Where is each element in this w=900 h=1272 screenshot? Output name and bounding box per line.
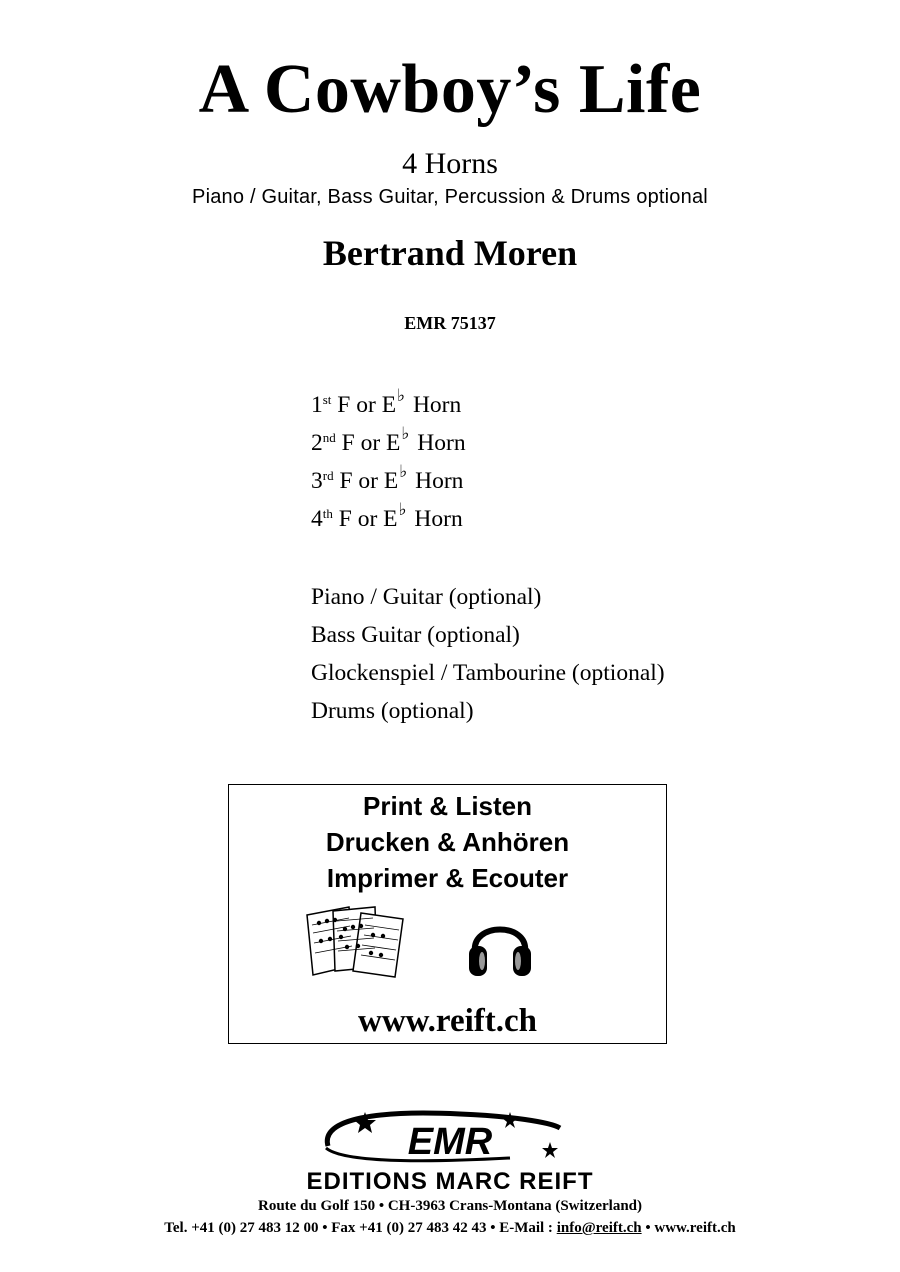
optional-part-item: Piano / Guitar (optional) (311, 584, 542, 610)
publisher-contact: Tel. +41 (0) 27 483 12 00 • Fax +41 (0) 27 483 42 43 • E-Mail : info@reift.ch • www.reift.ch (164, 1220, 736, 1236)
sheet-music-icon (303, 905, 411, 979)
emr-logo (310, 1108, 590, 1168)
promo-line-english: Print & Listen (362, 791, 532, 821)
page-title: A Cowboy’s Life (198, 51, 702, 128)
optional-part-item: Bass Guitar (optional) (311, 622, 520, 648)
ensemble-subtitle: 4 Horns (402, 147, 498, 180)
email-link[interactable]: info@reift.ch (556, 1220, 642, 1236)
publisher-name: EDITIONS MARC REIFT (306, 1168, 594, 1195)
part-item: 3rd F or E♭ Horn (311, 462, 464, 494)
promo-line-french: Imprimer & Ecouter (326, 863, 569, 893)
svg-text:EMR: EMR (407, 1121, 493, 1163)
promo-line-german: Drucken & Anhören (325, 827, 570, 857)
print-listen-box[interactable] (228, 784, 667, 1044)
parts-list (311, 388, 466, 540)
publisher-address: Route du Golf 150 • CH-3963 Crans-Montana (Switzerland) (258, 1198, 642, 1214)
catalog-number: EMR 75137 (404, 313, 496, 333)
optional-part-item: Glockenspiel / Tambourine (optional) (311, 660, 665, 686)
instrumentation-line: Piano / Guitar, Bass Guitar, Percussion & Drums optional (192, 186, 708, 208)
part-item: 2nd F or E♭ Horn (311, 424, 466, 456)
optional-part-item: Drums (optional) (311, 698, 474, 724)
website-link[interactable]: www.reift.ch (357, 1003, 538, 1039)
part-item: 1st F or E♭ Horn (311, 386, 462, 418)
headphones-icon (465, 908, 535, 980)
part-item: 4th F or E♭ Horn (311, 500, 463, 532)
optional-parts-list (311, 580, 665, 732)
composer-name: Bertrand Moren (322, 233, 578, 273)
